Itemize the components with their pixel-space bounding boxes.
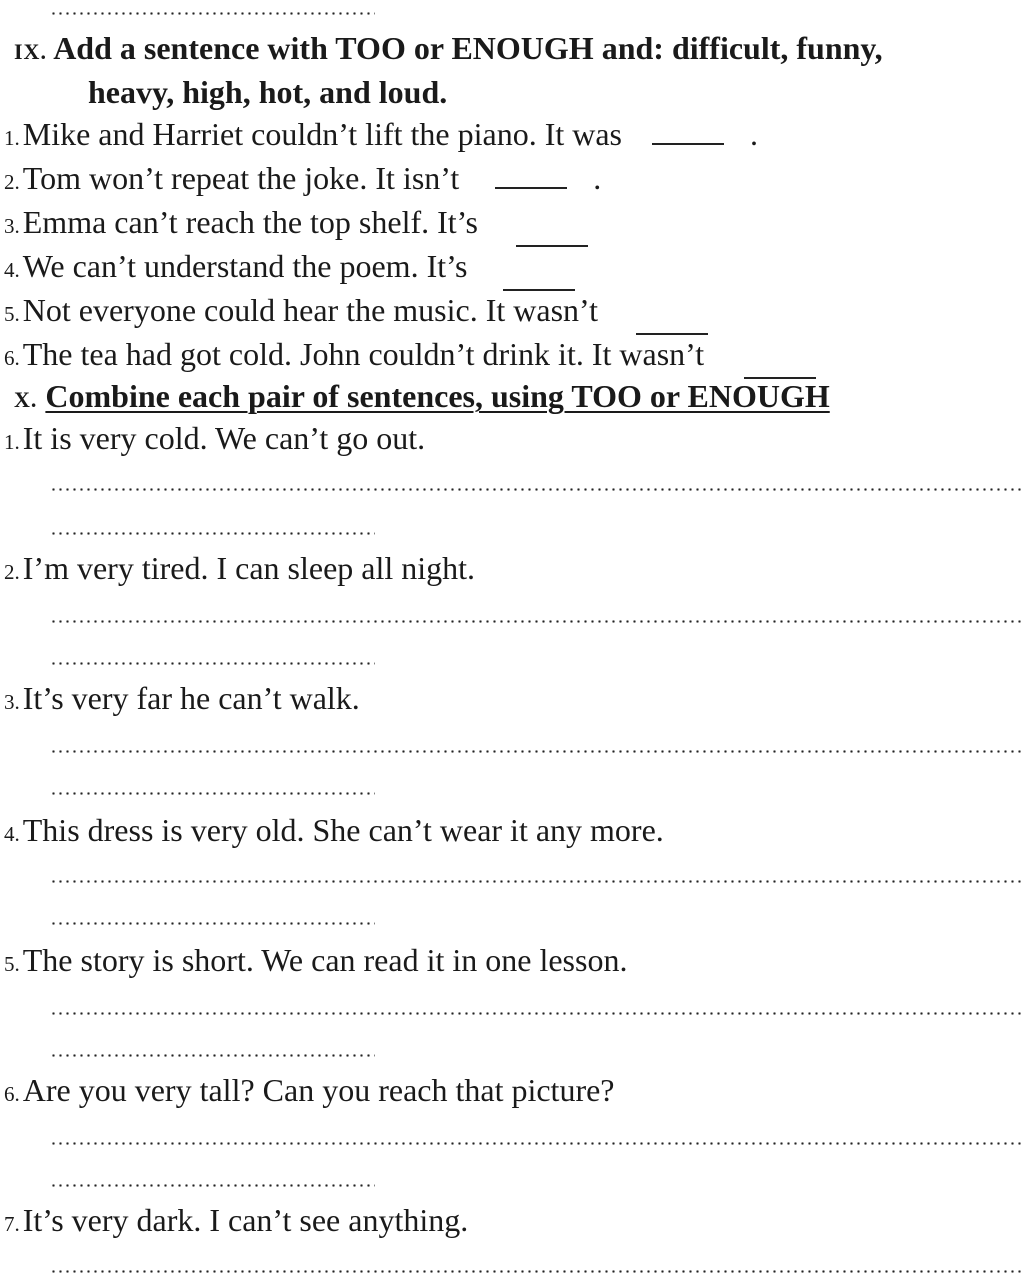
answer-blank[interactable] bbox=[495, 163, 567, 189]
answer-dotted-line[interactable] bbox=[50, 750, 1022, 753]
exercise-item bbox=[4, 418, 425, 462]
exercise-item bbox=[4, 1200, 468, 1244]
section-x-title: Combine each pair of sentences, using TOO or ENOUGH bbox=[45, 378, 830, 414]
exercise-item bbox=[4, 1070, 615, 1114]
exercise-item bbox=[4, 810, 664, 854]
item-number: 6. bbox=[4, 346, 20, 370]
answer-dotted-line[interactable] bbox=[50, 1012, 1022, 1015]
exercise-item bbox=[4, 940, 627, 984]
item-number: 2. bbox=[4, 170, 20, 194]
section-ix-heading bbox=[14, 28, 883, 72]
answer-dotted-line[interactable] bbox=[50, 1184, 375, 1187]
item-text: It’s very dark. I can’t see anything. bbox=[22, 1202, 469, 1238]
section-ix-title-line1: Add a sentence with TOO or ENOUGH and: difficult, funny, bbox=[53, 30, 883, 66]
section-x-number: X. bbox=[14, 387, 38, 412]
answer-dotted-line[interactable] bbox=[50, 620, 1022, 623]
answer-dotted-line[interactable] bbox=[50, 488, 1022, 491]
answer-blank[interactable] bbox=[636, 309, 708, 335]
exercise-item bbox=[4, 202, 588, 246]
item-number: 3. bbox=[4, 690, 20, 714]
exercise-item bbox=[4, 114, 758, 158]
item-text: We can’t understand the poem. It’s bbox=[22, 248, 468, 284]
exercise-item bbox=[4, 334, 816, 378]
item-text: The tea had got cold. John couldn’t drink it. It wasn’t bbox=[22, 336, 705, 372]
answer-dotted-line[interactable] bbox=[50, 1054, 375, 1057]
item-end: . bbox=[750, 116, 758, 152]
item-number: 2. bbox=[4, 560, 20, 584]
item-number: 5. bbox=[4, 302, 20, 326]
item-text: The story is short. We can read it in one lesson. bbox=[22, 942, 628, 978]
section-x-heading bbox=[14, 376, 830, 420]
answer-blank[interactable] bbox=[503, 265, 575, 291]
answer-dotted-line[interactable] bbox=[50, 532, 375, 535]
answer-dotted-line[interactable] bbox=[50, 662, 375, 665]
answer-dotted-line[interactable] bbox=[50, 880, 1022, 883]
answer-dotted-line[interactable] bbox=[50, 1270, 1022, 1273]
item-number: 3. bbox=[4, 214, 20, 238]
item-text: Tom won’t repeat the joke. It isn’t bbox=[22, 160, 460, 196]
item-number: 1. bbox=[4, 126, 20, 150]
answer-dotted-line bbox=[50, 12, 375, 15]
item-number: 1. bbox=[4, 430, 20, 454]
exercise-item bbox=[4, 290, 708, 334]
answer-blank[interactable] bbox=[652, 119, 724, 145]
item-text: Are you very tall? Can you reach that picture? bbox=[22, 1072, 615, 1108]
item-end: . bbox=[593, 160, 602, 196]
item-text: Emma can’t reach the top shelf. It’s bbox=[22, 204, 478, 240]
exercise-item bbox=[4, 246, 575, 290]
answer-dotted-line[interactable] bbox=[50, 922, 375, 925]
answer-blank[interactable] bbox=[516, 221, 588, 247]
section-ix-number: IX. bbox=[14, 39, 47, 64]
item-number: 5. bbox=[4, 952, 20, 976]
item-text: Not everyone could hear the music. It wasn’t bbox=[22, 292, 598, 328]
item-number: 4. bbox=[4, 258, 20, 282]
item-number: 4. bbox=[4, 822, 20, 846]
answer-dotted-line[interactable] bbox=[50, 1142, 1022, 1145]
answer-dotted-line[interactable] bbox=[50, 792, 375, 795]
exercise-item bbox=[4, 548, 475, 592]
item-text: Mike and Harriet couldn’t lift the piano. It was bbox=[22, 116, 622, 152]
section-ix-title-line2: heavy, high, hot, and loud. bbox=[88, 74, 448, 110]
item-text: It is very cold. We can’t go out. bbox=[22, 420, 426, 456]
exercise-item bbox=[4, 678, 360, 722]
item-number: 7. bbox=[4, 1212, 20, 1236]
item-text: I’m very tired. I can sleep all night. bbox=[22, 550, 476, 586]
item-number: 6. bbox=[4, 1082, 20, 1106]
item-text: This dress is very old. She can’t wear it any more. bbox=[22, 812, 664, 848]
item-text: It’s very far he can’t walk. bbox=[22, 680, 360, 716]
exercise-item bbox=[4, 158, 601, 202]
